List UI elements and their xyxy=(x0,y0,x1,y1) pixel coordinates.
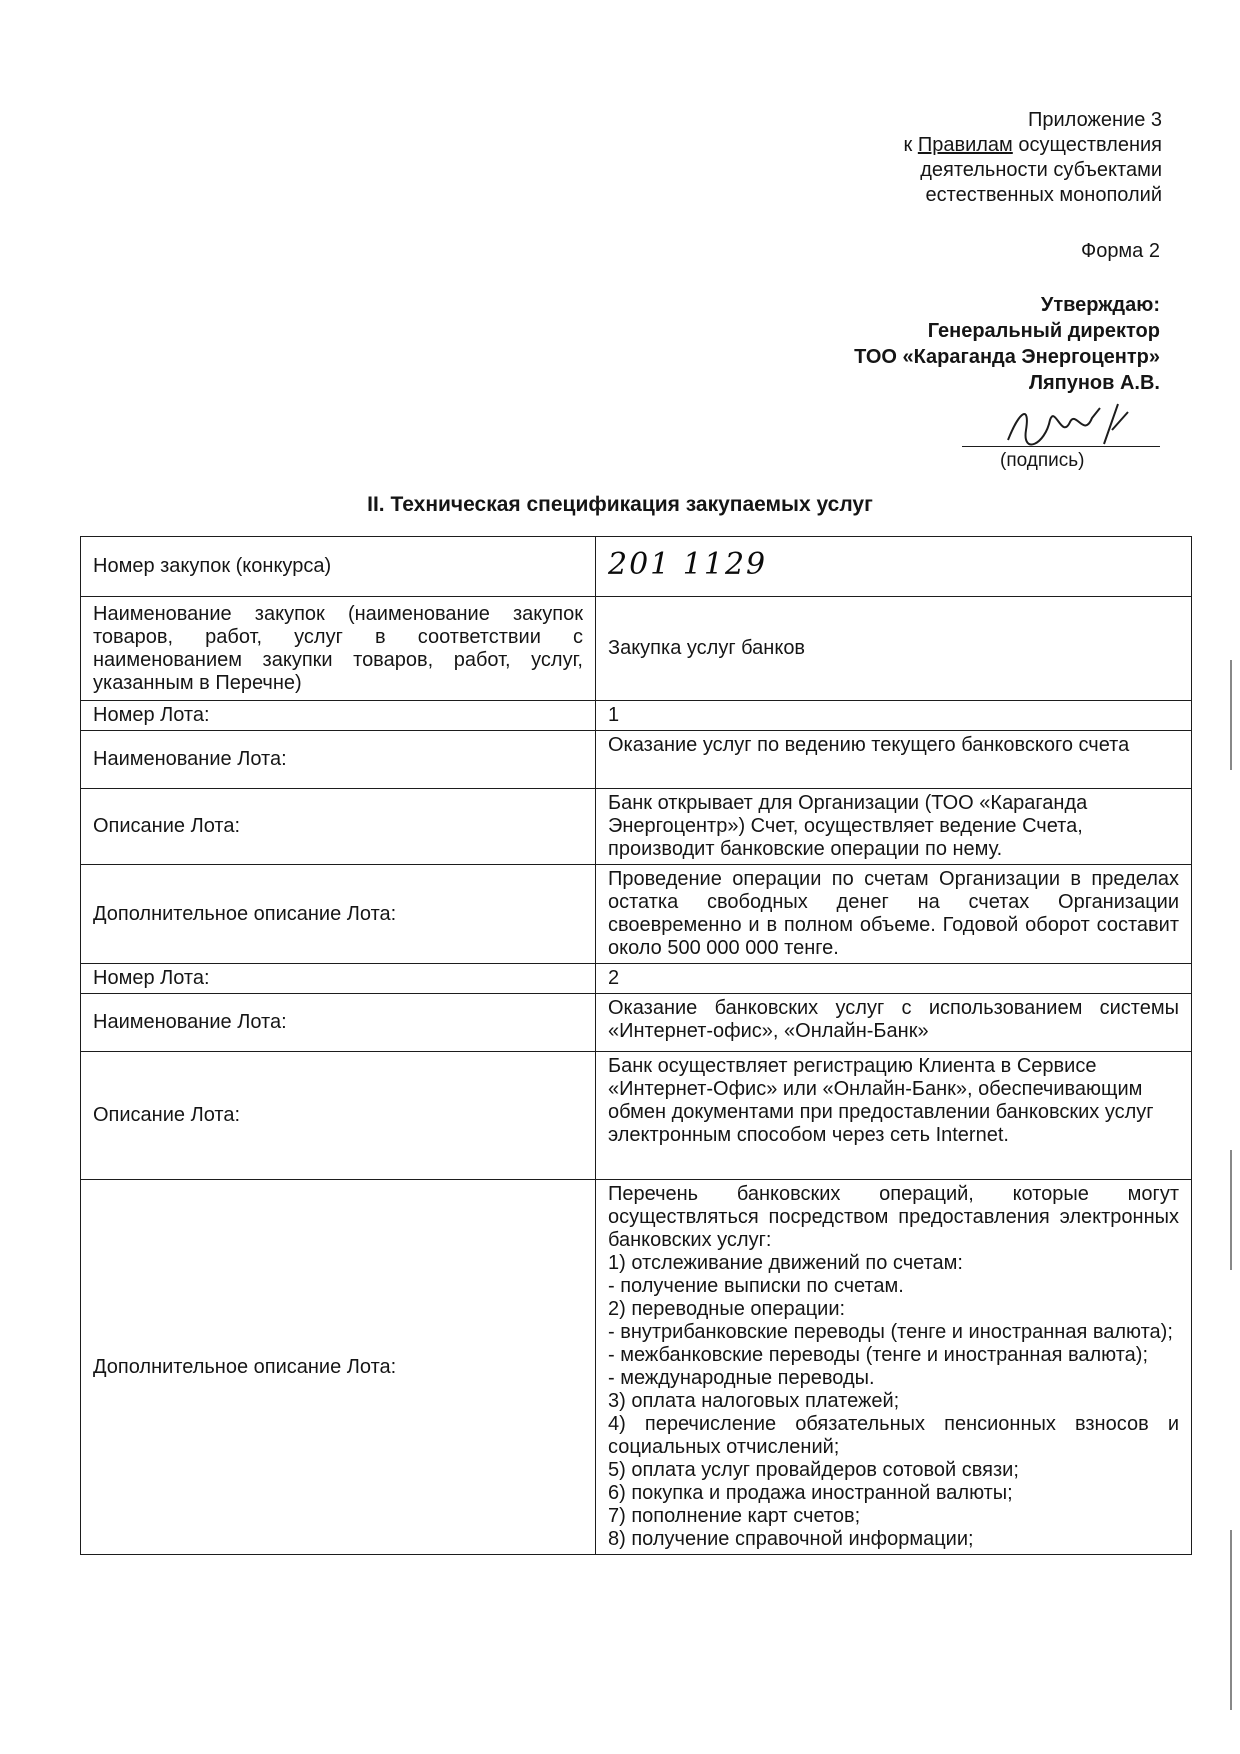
list-item: 7) пополнение карт счетов; xyxy=(608,1505,861,1527)
approval-block xyxy=(854,292,1160,396)
appendix-header xyxy=(904,108,1162,208)
table-row xyxy=(81,731,1192,789)
table-row xyxy=(81,994,1192,1052)
table-row xyxy=(81,1052,1192,1180)
list-item: Перечень банковских операций, которые могут осуществляться посредством предоставления электронных банковских услуг: xyxy=(608,1183,1179,1251)
list-item: 2) переводные операции: xyxy=(608,1298,846,1320)
handwritten-signature xyxy=(1000,400,1140,450)
row-label: Описание Лота: xyxy=(81,789,596,865)
row-label: Описание Лота: xyxy=(81,1052,596,1180)
table-row xyxy=(81,537,1192,597)
approval-name: Ляпунов А.В. xyxy=(1028,372,1160,394)
table-row xyxy=(81,865,1192,964)
specification-table xyxy=(80,536,1192,1555)
row-value xyxy=(596,537,1192,597)
row-label: Дополнительное описание Лота: xyxy=(81,865,596,964)
list-item: - международные переводы. xyxy=(608,1367,875,1389)
row-label: Наименование закупок (наименование закупок товаров, работ, услуг в соответствии с наименованием закупки товаров, работ, услуг, указанным в Перечне) xyxy=(81,597,596,701)
row-value xyxy=(596,1180,1192,1555)
appendix-number: Приложение 3 xyxy=(1028,109,1162,131)
scan-edge-mark xyxy=(1230,1150,1232,1270)
rules-link[interactable]: Правилам xyxy=(917,134,1013,156)
list-item: - внутрибанковские переводы (тенге и иностранная валюта); xyxy=(608,1321,1173,1343)
row-label: Наименование Лота: xyxy=(81,731,596,789)
row-value: Проведение операции по счетам Организации в пределах остатка свободных денег на счетах Организации своевременно и в полном объеме. Годовой оборот составит около 500 000 000 тенге. xyxy=(596,865,1192,964)
table-row xyxy=(81,789,1192,865)
table-row xyxy=(81,597,1192,701)
row-label: Номер Лота: xyxy=(81,701,596,731)
row-value: Оказание банковских услуг с использованием системы «Интернет-офис», «Онлайн-Банк» xyxy=(596,994,1192,1052)
appendix-line3: деятельности субъектами xyxy=(920,159,1162,181)
list-item: 5) оплата услуг провайдеров сотовой связи; xyxy=(608,1459,1019,1481)
row-value: Оказание услуг по ведению текущего банковского счета xyxy=(596,731,1192,789)
row-value: Банк открывает для Организации (ТОО «Караганда Энергоцентр») Счет, осуществляет ведение Счета, производит банковские операции по нему. xyxy=(596,789,1192,865)
signature-line xyxy=(962,446,1160,447)
approval-company: ТОО «Караганда Энергоцентр» xyxy=(854,346,1160,368)
scan-edge-mark xyxy=(1230,1530,1232,1710)
section-title: II. Техническая спецификация закупаемых услуг xyxy=(367,493,873,516)
row-value: 2 xyxy=(596,964,1192,994)
list-item: - получение выписки по счетам. xyxy=(608,1275,904,1297)
appendix-rules-line: к Правилам осуществления xyxy=(903,134,1162,156)
list-item: 8) получение справочной информации; xyxy=(608,1528,974,1550)
row-label: Дополнительное описание Лота: xyxy=(81,1180,596,1555)
row-value: Закупка услуг банков xyxy=(596,597,1192,701)
table-row xyxy=(81,964,1192,994)
row-label: Номер закупок (конкурса) xyxy=(81,537,596,597)
approval-title: Утверждаю: xyxy=(1040,294,1160,316)
list-item: 6) покупка и продажа иностранной валюты; xyxy=(608,1482,1013,1504)
row-label: Наименование Лота: xyxy=(81,994,596,1052)
table-row xyxy=(81,701,1192,731)
row-value: Банк осуществляет регистрацию Клиента в Сервисе «Интернет-Офис» или «Онлайн-Банк», обеспечивающим обмен документами при предоставлении банковских услуг электронным способом через сеть Internet. xyxy=(596,1052,1192,1180)
approval-position: Генеральный директор xyxy=(927,320,1160,342)
table-row xyxy=(81,1180,1192,1555)
form-number: Форма 2 xyxy=(1080,240,1160,262)
handwritten-procurement-number: 201 1129 xyxy=(608,547,768,582)
signature-caption: (подпись) xyxy=(1000,450,1085,471)
appendix-line4: естественных монополий xyxy=(925,184,1162,206)
list-item: 4) перечисление обязательных пенсионных взносов и социальных отчислений; xyxy=(608,1413,1179,1458)
row-label: Номер Лота: xyxy=(81,964,596,994)
list-item: 1) отслеживание движений по счетам: xyxy=(608,1252,963,1274)
list-item: - межбанковские переводы (тенге и иностранная валюта); xyxy=(608,1344,1149,1366)
list-item: 3) оплата налоговых платежей; xyxy=(608,1390,900,1412)
scan-edge-mark xyxy=(1230,660,1232,770)
row-value: 1 xyxy=(596,701,1192,731)
